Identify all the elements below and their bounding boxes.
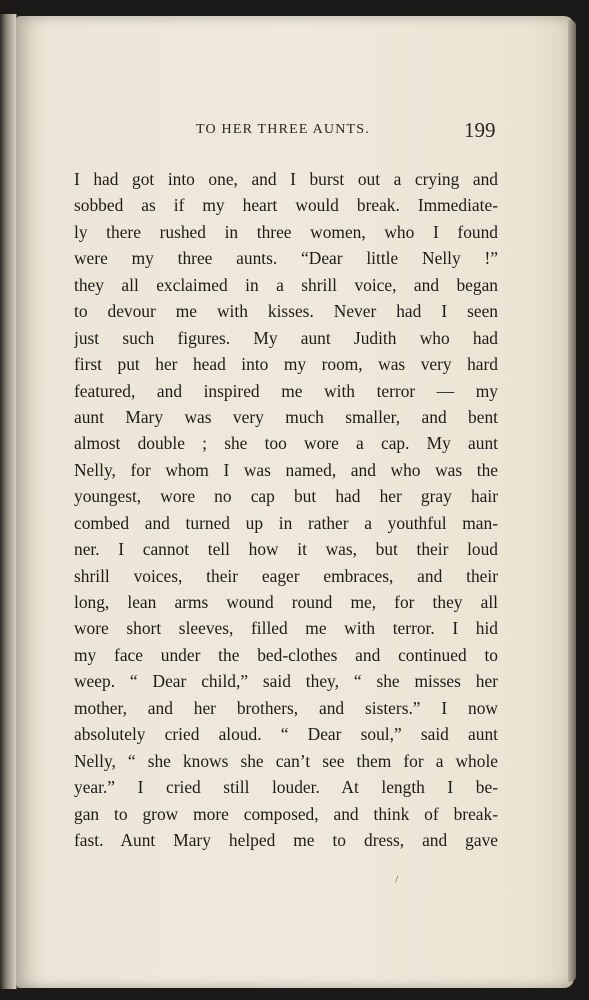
text-line: wore short sleeves, filled me with terror. I hid [74, 618, 498, 639]
running-head: TO HER THREE AUNTS. [196, 122, 370, 137]
text-line: I had got into one, and I burst out a crying and [74, 169, 498, 189]
text-line: fast. Aunt Mary helped me to dress, and gave [74, 829, 498, 850]
text-line: aunt Mary was very much smaller, and bent [74, 406, 498, 427]
text-line: youngest, wore no cap but had her gray hair [74, 486, 498, 507]
text-line: Nelly, “ she knows she can’t see them for a whole [74, 750, 498, 771]
text-line: featured, and inspired me with terror — my [74, 380, 498, 401]
text-line: sobbed as if my heart would break. Immediate- [74, 195, 498, 216]
stray-mark: / [395, 872, 399, 886]
text-line: year.” I cried still louder. At length I be- [74, 777, 498, 798]
body-text [74, 166, 498, 853]
text-line: ly there rushed in three women, who I found [74, 221, 498, 242]
text-line: my face under the bed-clothes and continued to [74, 644, 498, 665]
text-line: combed and turned up in rather a youthful man- [74, 512, 498, 533]
text-line: just such figures. My aunt Judith who had [74, 327, 498, 348]
text-line: long, lean arms wound round me, for they all [74, 592, 498, 612]
text-line: to devour me with kisses. Never had I seen [74, 301, 498, 322]
text-line: almost double ; she too wore a cap. My aunt [74, 433, 498, 454]
text-line: mother, and her brothers, and sisters.” I now [74, 697, 498, 718]
text-line: shrill voices, their eager embraces, and their [74, 565, 498, 586]
page-number: 199 [464, 118, 496, 142]
text-line: absolutely cried aloud. “ Dear soul,” said aunt [74, 724, 498, 745]
text-line: first put her head into my room, was very hard [74, 354, 498, 375]
text-line: weep. “ Dear child,” said they, “ she misses her [74, 671, 498, 692]
text-line: were my three aunts. “Dear little Nelly !” [74, 248, 498, 269]
text-line: gan to grow more composed, and think of break- [74, 803, 498, 824]
left-page-edge [0, 14, 17, 989]
text-line: ner. I cannot tell how it was, but their loud [74, 539, 498, 560]
text-line: they all exclaimed in a shrill voice, and began [74, 274, 498, 295]
page-edge-shadow [568, 20, 576, 982]
text-line: Nelly, for whom I was named, and who was the [74, 459, 498, 480]
